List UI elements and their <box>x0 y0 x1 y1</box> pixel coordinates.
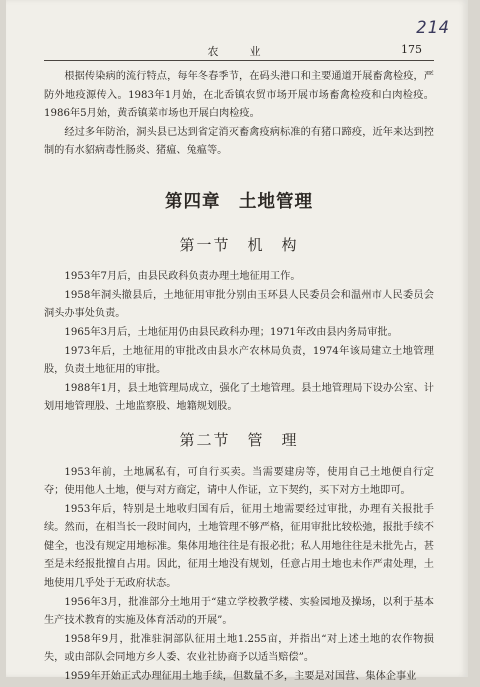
page-header <box>44 40 434 61</box>
section-title: 第二节 管 理 <box>179 430 299 449</box>
paragraph: 1953年前，土地属私有，可自行买卖。当需要建房等，使用自己土地便自行定夺；使用他人土地，便与对方商定，请中人作证，立下契约，买下对方土地即可。 <box>44 466 434 497</box>
page-number: 175 <box>401 43 422 56</box>
handwritten-page-mark: 214 <box>416 18 450 38</box>
paragraph: 1953年后，特别是土地收归国有后，征用土地需要经过审批，办理有关报批手续。然而，在相当长一段时间内，土地管理不够严格，征用审批比较松弛，报批手续不健全，也没有规定用地标准。集体用地往往是有报必批；私人用地往往是未批先占，甚至是未经报批擅自占用。因此，征用土地没有规划，任意占用土地也未作严肃处理，土地使用几乎处于无政府状态。 <box>44 503 434 590</box>
paragraph: 1988年1月，县土地管理局成立，强化了土地管理。县土地管理局下设办公室、计划用地管理股、土地监察股、地籍规划股。 <box>44 382 434 413</box>
paragraph: 1973年后，土地征用的审批改由县水产农林局负责，1974年该局建立土地管理股，负责土地征用的审批。 <box>44 345 434 376</box>
chapter-title: 第四章 土地管理 <box>165 191 313 212</box>
section-title: 第一节 机 构 <box>179 235 299 254</box>
paragraph: 1953年7月后，由县民政科负责办理土地征用工作。 <box>64 271 301 283</box>
paragraph: 经过多年防治，洞头县已达到省定消灭畜禽疫病标准的有猪口蹄疫，近年来达到控制的有水貂病毒性肠炎、猪瘟、兔瘟等。 <box>44 126 434 157</box>
document-page <box>6 0 468 683</box>
paragraph: 1958年洞头撤县后，土地征用审批分别由玉环县人民委员会和温州市人民委员会洞头办事处负责。 <box>44 289 434 320</box>
paragraph: 1965年3月后，土地征用仍由县民政科办理；1971年改由县内务局审批。 <box>64 326 398 338</box>
paragraph: 1958年9月，批准驻洞部队征用土地1.255亩，并指出“对上述土地的农作物损失，或由部队会同地方乡人委、农业社协商予以适当赔偿”。 <box>44 633 434 664</box>
paragraph: 1956年3月，批准部分土地用于“建立学校教学楼、实验园地及操场，以利于基本生产技术教育的实施及体育活动的开展”。 <box>44 596 434 627</box>
paragraph: 根据传染病的流行特点，每年冬春季节，在码头港口和主要通道开展畜禽检疫，严防外地疫源传入。1983年1月始，在北岙镇农贸市场开展市场畜禽检疫和白肉检疫。1986年5月始，黄岙镇菜市场也开展白肉检疫。 <box>44 71 434 120</box>
paragraph: 1959年开始正式办理征用土地手续，但数量不多，主要是对国营、集体企事业 <box>64 671 417 683</box>
page-body <box>44 68 434 687</box>
running-head: 农 业 <box>207 45 271 58</box>
